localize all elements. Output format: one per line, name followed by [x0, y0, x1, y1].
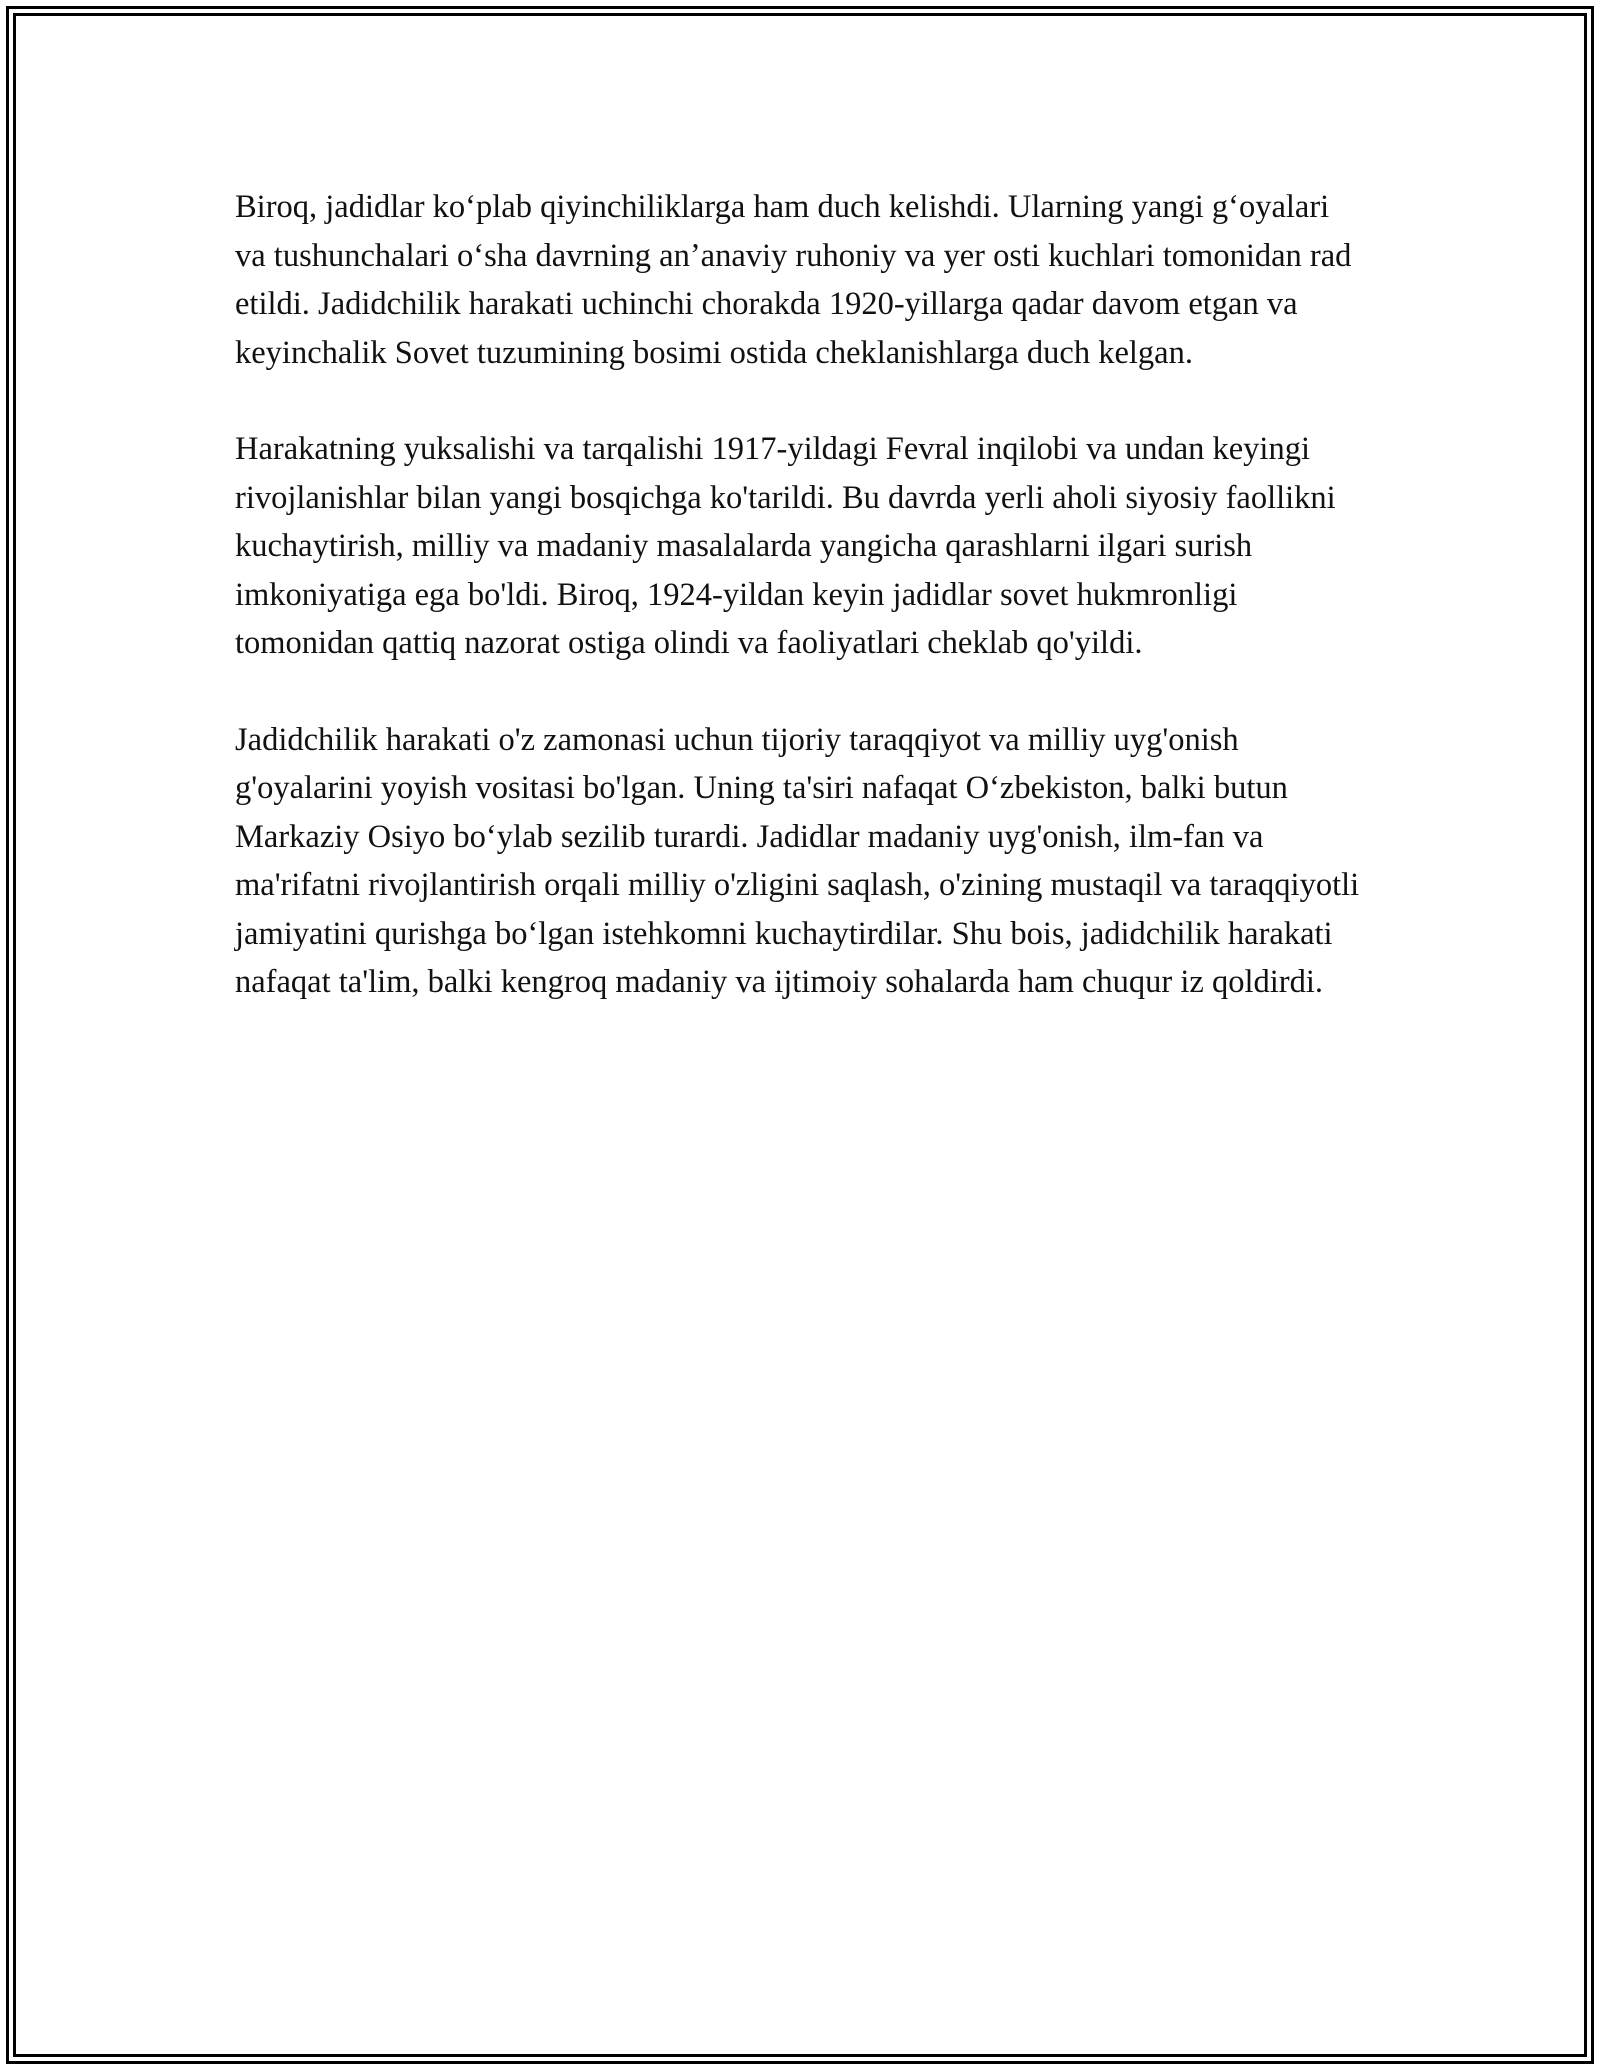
paragraph-2: Harakatning yuksalishi va tarqalishi 1917-yildagi Fevral inqilobi va undan keyingi rivojlanishlar bilan yangi bosqichga ko'tarildi. Bu davrda yerli aholi siyosiy faollikni kuchaytirish, milliy va madaniy masalalarda yangicha qarashlarni ilgari surish imkoniyatiga ega bo'ldi. Biroq, 1924-yildan keyin jadidlar sovet hukmronligi tomonidan qattiq nazorat ostiga olindi va faoliyatlari cheklab qo'yildi.: [235, 431, 1336, 661]
document-body: [235, 183, 1365, 1055]
paragraph-1: Biroq, jadidlar koʻplab qiyinchiliklarga ham duch kelishdi. Ularning yangi gʻoyalari va tushunchalari oʻsha davrning anʼanaviy ruhoniy va yer osti kuchlari tomonidan rad etildi. Jadidchilik harakati uchinchi chorakda 1920-yillarga qadar davom etgan va keyinchalik Sovet tuzumining bosimi ostida cheklanishlarga duch kelgan.: [235, 189, 1352, 371]
paragraph-3: Jadidchilik harakati o'z zamonasi uchun tijoriy taraqqiyot va milliy uyg'onish g'oyalarini yoyish vositasi bo'lgan. Uning ta'siri nafaqat Oʻzbekiston, balki butun Markaziy Osiyo boʻylab sezilib turardi. Jadidlar madaniy uyg'onish, ilm-fan va ma'rifatni rivojlantirish orqali milliy o'zligini saqlash, o'zining mustaqil va taraqqiyotli jamiyatini qurishga boʻlgan istehkomni kuchaytirdilar. Shu bois, jadidchilik harakati nafaqat ta'lim, balki kengroq madaniy va ijtimoiy sohalarda ham chuqur iz qoldirdi.: [235, 721, 1360, 1000]
